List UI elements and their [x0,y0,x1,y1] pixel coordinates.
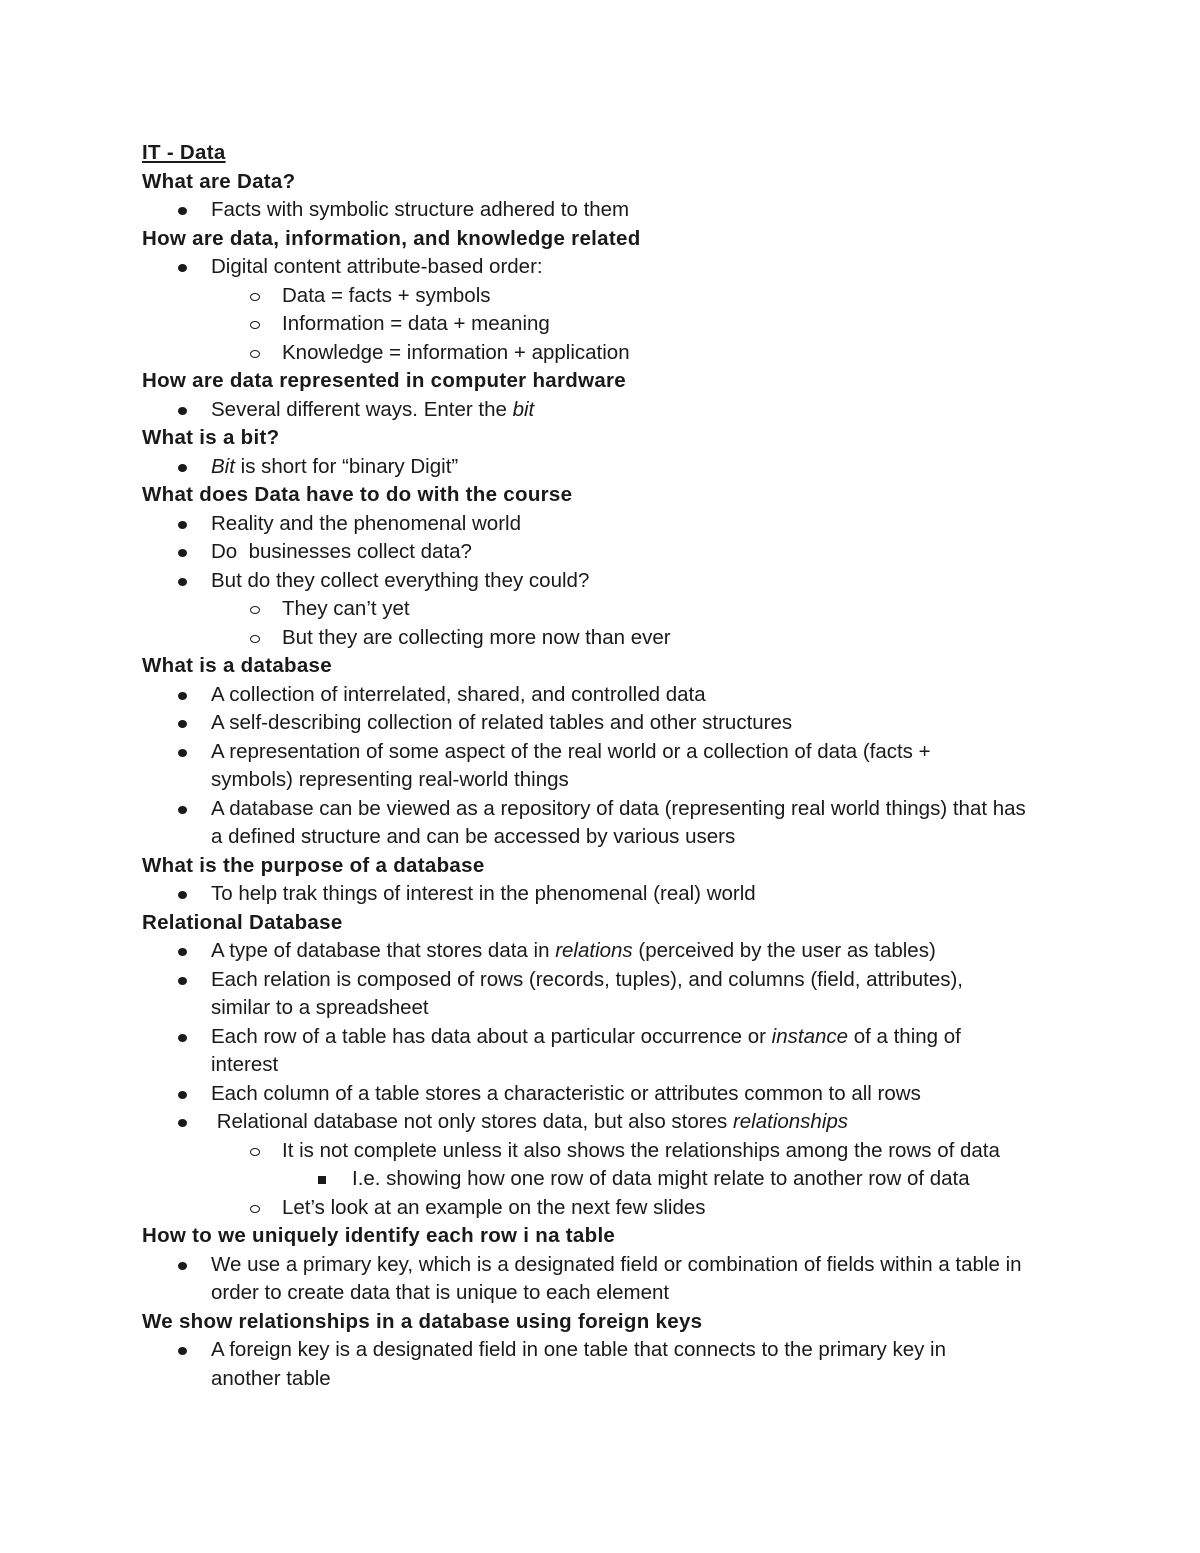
italic-text: instance [771,1024,849,1048]
bullet-circle-icon [250,635,260,643]
bullet-item [142,880,1062,909]
bullet-circle-icon [250,606,260,614]
bullet-circle-icon [250,1205,260,1213]
italic-text: bit [512,397,535,421]
bullet-dot-icon [178,464,187,472]
italic-text: relationships [732,1110,849,1133]
text-run: Each row of a table has data about a particular occurrence or [211,1024,772,1048]
bullet-text: Each relation is composed of rows (records, tuples), and columns (field, attributes), similar to a spreadsheet [211,967,963,1019]
bullet-dot-icon [178,207,187,215]
bullet-text: It is not complete unless it also shows the relationships among the rows of data [282,1138,1000,1162]
section-heading: What is a bit? [142,426,280,449]
sub-bullet-item [142,310,1062,339]
bullet-dot-icon [178,578,187,586]
bullet-dot-icon [178,977,187,985]
bullet-text: Data = facts + symbols [282,283,491,307]
bullet-text: Do businesses collect data? [211,540,472,563]
bullet-dot-icon [178,891,187,899]
bullet-text: A foreign key is a designated field in one table that connects to the primary key in another table [211,1338,947,1390]
bullet-text [211,455,458,478]
bullet-dot-icon [178,749,187,757]
document-title: IT - Data [142,141,226,164]
sub-bullet-item [142,1194,1062,1223]
bullet-dot-icon [178,1119,187,1127]
section-heading: How are data represented in computer hardware [142,369,626,392]
text-run: is short for “binary Digit” [234,454,459,478]
bullet-dot-icon [178,264,187,272]
sub-bullet-item [142,595,1062,624]
bullet-item [142,567,1062,596]
section-heading: What is the purpose of a database [142,853,485,877]
text-run: Several different ways. Enter the [211,397,513,421]
bullet-text: Reality and the phenomenal world [211,511,521,535]
bullet-circle-icon [250,293,260,301]
bullet-text: Let’s look at an example on the next few slides [282,1195,706,1219]
section-heading: How to we uniquely identify each row i na table [142,1224,616,1247]
section-heading: Relational Database [142,910,343,934]
section-heading: We show relationships in a database using foreign keys [142,1309,703,1333]
bullet-item [142,1108,1062,1137]
sub-bullet-item [142,339,1062,368]
bullet-item [142,196,1062,225]
bullet-item [142,1023,1062,1080]
bullet-circle-icon [250,1148,260,1156]
bullet-item [142,253,1062,282]
bullet-item [142,1336,1062,1393]
italic-text: relations [555,939,633,962]
bullet-item [142,538,1062,567]
bullet-dot-icon [178,1034,187,1042]
bullet-item [142,681,1062,710]
bullet-text [211,939,936,962]
sub-bullet-item [142,624,1062,653]
bullet-item [142,453,1062,482]
sub-bullet-item [142,1137,1062,1166]
text-run: A type of database that stores data in [211,939,556,962]
bullet-text: But do they collect everything they could? [211,568,590,592]
bullet-text: Information = data + meaning [282,312,550,335]
bullet-text [211,1023,1021,1080]
bullet-text: They can’t yet [282,597,410,620]
bullet-text: A self-describing collection of related tables and other structures [211,711,793,734]
italic-text: Bit [211,454,235,478]
bullet-circle-icon [250,350,260,358]
bullet-text: Knowledge = information + application [282,340,630,364]
bullet-text: Each column of a table stores a characteristic or attributes common to all rows [211,1081,921,1105]
sub-bullet-item [142,282,1062,311]
bullet-dot-icon [178,521,187,529]
bullet-text: A database can be viewed as a repository of data (representing real world things) that has a defined structure and can be accessed by various users [211,796,1026,848]
bullet-text: To help trak things of interest in the phenomenal (real) world [211,882,756,905]
sub-sub-bullet-item [142,1165,1062,1194]
bullet-text: We use a primary key, which is a designated field or combination of fields within a table in order to create data that is unique to each element [211,1252,1022,1304]
section-heading: What is a database [142,654,332,677]
bullet-item [142,709,1062,738]
section-heading: What does Data have to do with the course [142,483,573,506]
bullet-dot-icon [178,806,187,814]
text-run: Relational database not only stores data, but also stores [211,1110,733,1133]
bullet-item [142,937,1062,966]
text-run: (perceived by the user as tables) [632,939,936,962]
bullet-item [142,738,1062,795]
bullet-item [142,1251,1062,1308]
bullet-dot-icon [178,1347,187,1355]
bullet-item [142,1080,1062,1109]
bullet-item [142,510,1062,539]
bullet-dot-icon [178,1091,187,1099]
bullet-text [211,398,534,421]
bullet-dot-icon [178,948,187,956]
section-heading: What are Data? [142,169,296,193]
bullet-text: But they are collecting more now than ever [282,625,671,649]
bullet-text: A collection of interrelated, shared, and controlled data [211,682,706,706]
bullet-dot-icon [178,1262,187,1270]
bullet-item [142,795,1062,852]
document-page [142,139,1062,1393]
bullet-dot-icon [178,692,187,700]
bullet-circle-icon [250,321,260,329]
text-run: of a thing of interest [211,1024,961,1076]
bullet-text: Digital content attribute-based order: [211,255,543,278]
bullet-dot-icon [178,549,187,557]
bullet-item [142,966,1062,1023]
bullet-text: A representation of some aspect of the real world or a collection of data (facts + symbols) representing real-world things [211,739,931,791]
bullet-text: I.e. showing how one row of data might relate to another row of data [352,1167,970,1190]
bullet-dot-icon [178,720,187,728]
bullet-text [211,1110,848,1133]
bullet-text: Facts with symbolic structure adhered to them [211,198,630,221]
bullet-square-icon [318,1176,326,1184]
bullet-dot-icon [178,407,187,415]
section-heading: How are data, information, and knowledge related [142,226,641,250]
bullet-item [142,396,1062,425]
